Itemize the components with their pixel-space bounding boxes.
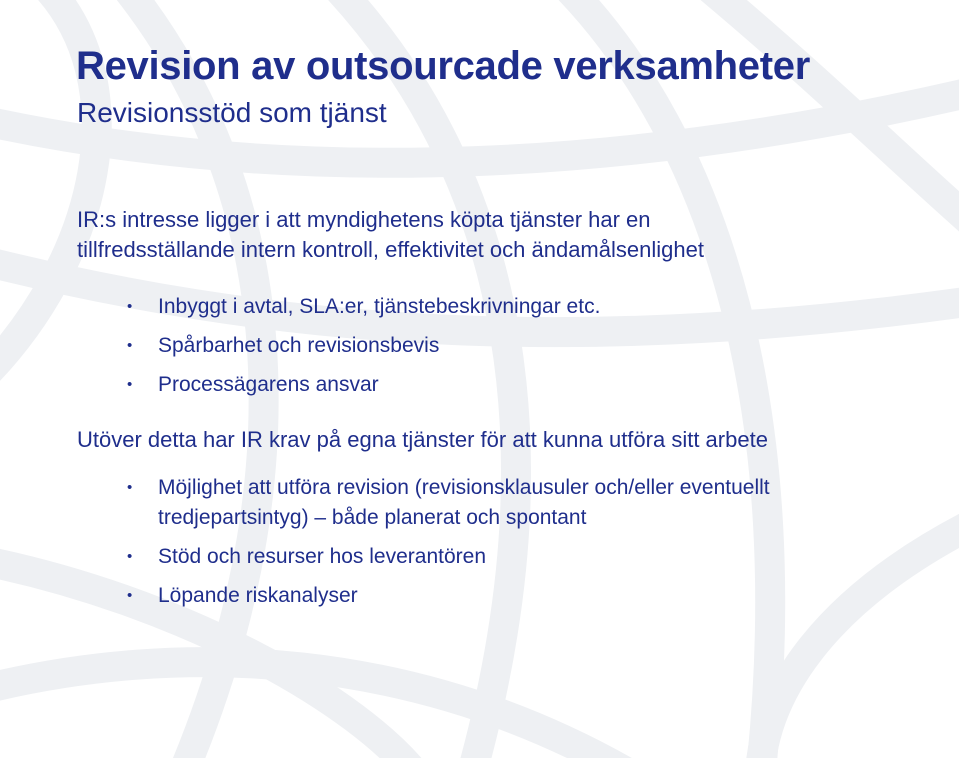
bullet-dot-icon: • [127,298,133,315]
paragraph-line: tillfredsställande intern kontroll, effektivitet och ändamålsenlighet [77,237,704,262]
list-item [0,370,898,400]
paragraph-line: IR:s intresse ligger i att myndighetens köpta tjänster har en [77,207,651,232]
bullet-dot-icon: • [127,548,133,565]
list-item [0,542,898,572]
list-item [0,292,898,322]
bullet-dot-icon: • [127,337,133,354]
list-item [0,331,898,361]
slide-subtitle: Revisionsstöd som tjänst [77,97,387,128]
list-item-text: Spårbarhet och revisionsbevis [158,334,440,357]
list-item-text: Processägarens ansvar [158,373,379,396]
bullet-list-1 [0,292,898,409]
slide-title: Revision av outsourcade verksamheter [76,44,810,88]
paragraph-ir-requirements: Utöver detta har IR krav på egna tjänster för att kunna utföra sitt arbete [77,427,768,452]
list-item-text: Löpande riskanalyser [158,584,358,607]
bullet-dot-icon: • [127,479,133,496]
list-item-text: Möjlighet att utföra revision (revisionsklausuler och/eller eventuellt [158,476,770,499]
list-item-text: tredjepartsintyg) – både planerat och spontant [158,506,587,529]
list-item [0,581,898,611]
list-item-text: Stöd och resurser hos leverantören [158,545,487,568]
bullet-dot-icon: • [127,587,133,604]
bullet-dot-icon: • [127,376,133,393]
list-item-text: Inbyggt i avtal, SLA:er, tjänstebeskrivningar etc. [158,295,601,318]
bullet-list-2 [0,473,898,620]
paragraph-ir-interest [77,205,937,265]
list-item [0,473,898,533]
